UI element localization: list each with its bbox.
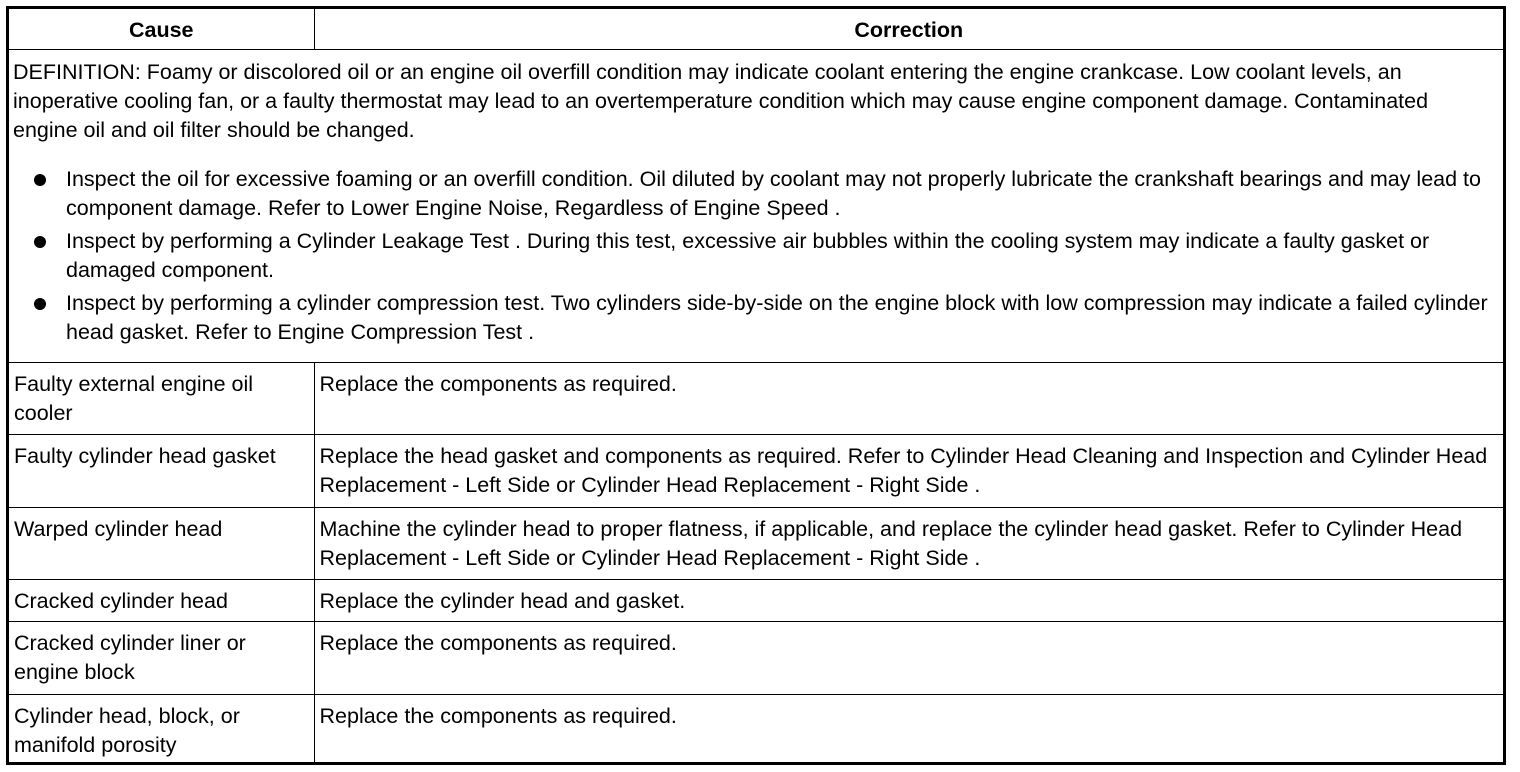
table-row <box>9 363 1503 435</box>
list-item <box>13 289 1497 347</box>
correction-cell: Replace the components as required. <box>314 363 1503 435</box>
cause-cell: Cylinder head, block, or manifold porosity <box>9 695 314 763</box>
inspection-list <box>13 165 1497 347</box>
bullet-icon <box>34 236 46 248</box>
definition-row <box>9 50 1503 363</box>
cause-cell: Faulty cylinder head gasket <box>9 435 314 508</box>
list-item <box>13 227 1497 285</box>
list-item-text: Inspect by performing a Cylinder Leakage Test . During this test, excessive air bubbles within the cooling system may indicate a faulty gasket or damaged component. <box>66 229 1430 282</box>
cause-cell: Warped cylinder head <box>9 508 314 580</box>
bullet-icon <box>34 298 46 310</box>
correction-cell: Machine the cylinder head to proper flatness, if applicable, and replace the cylinder head gasket. Refer to Cylinder Head Replacement - Left Side or Cylinder Head Replacement - Right Side . <box>314 508 1503 580</box>
bullet-icon <box>34 174 46 186</box>
correction-cell: Replace the head gasket and components as required. Refer to Cylinder Head Cleaning and Inspection and Cylinder Head Replacement - Left Side or Cylinder Head Replacement - Right Side . <box>314 435 1503 508</box>
table-row <box>9 580 1503 622</box>
correction-cell: Replace the components as required. <box>314 622 1503 695</box>
diagnostic-table <box>9 9 1503 762</box>
cause-cell: Faulty external engine oil cooler <box>9 363 314 435</box>
cause-column-header: Cause <box>9 9 314 50</box>
table-row <box>9 435 1503 508</box>
cause-cell: Cracked cylinder liner or engine block <box>9 622 314 695</box>
table-row <box>9 695 1503 763</box>
table-row <box>9 508 1503 580</box>
correction-column-header: Correction <box>314 9 1503 50</box>
definition-text: DEFINITION: Foamy or discolored oil or an engine oil overfill condition may indicate coolant entering the engine crankcase. Low coolant levels, an inoperative cooling fan, or a faulty thermostat may lead to an overtemperature condition which may cause engine component damage. Contaminated engine oil and oil filter should be changed. <box>13 60 1429 142</box>
header-row <box>9 9 1503 50</box>
cause-cell: Cracked cylinder head <box>9 580 314 622</box>
list-item <box>13 165 1497 223</box>
correction-cell: Replace the cylinder head and gasket. <box>314 580 1503 622</box>
table-row <box>9 622 1503 695</box>
diagnostic-table-container <box>6 6 1506 765</box>
list-item-text: Inspect the oil for excessive foaming or an overfill condition. Oil diluted by coolant may not properly lubricate the crankshaft bearings and may lead to component damage. Refer to Lower Engine Noise, Regardless of Engine Speed . <box>66 167 1481 220</box>
list-item-text: Inspect by performing a cylinder compression test. Two cylinders side-by-side on the engine block with low compression may indicate a failed cylinder head gasket. Refer to Engine Compression Test . <box>66 291 1488 344</box>
definition-cell <box>9 50 1503 363</box>
correction-cell: Replace the components as required. <box>314 695 1503 763</box>
